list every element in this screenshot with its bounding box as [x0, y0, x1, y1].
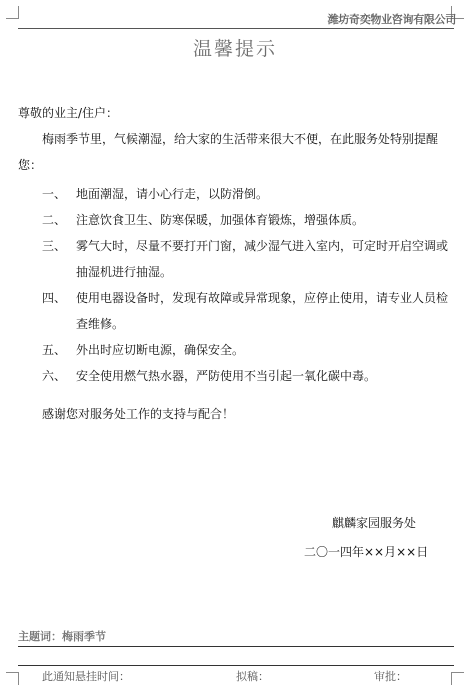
page-corner-mark	[6, 672, 19, 685]
list-item	[18, 181, 458, 207]
signature-org: 麒麟家园服务处	[332, 516, 417, 530]
page-title: 温馨提示	[192, 38, 277, 60]
page-corner-mark	[6, 6, 19, 19]
item-text: 地面潮湿，请小心行走，以防滑倒。	[76, 187, 269, 201]
list-item	[18, 285, 458, 337]
item-text: 安全使用燃气热水器，严防使用不当引起一氧化碳中毒。	[76, 369, 377, 383]
signature-date: 二〇一四年××月××日	[304, 545, 429, 559]
item-number: 六、	[42, 369, 67, 383]
item-text: 注意饮食卫生、防寒保暖，加强体育锻炼，增强体质。	[76, 213, 365, 227]
list-item	[18, 363, 458, 389]
list-item	[18, 207, 458, 233]
thanks-line: 感谢您对服务处工作的支持与配合！	[42, 407, 235, 421]
footer-rule-top	[18, 646, 454, 647]
list-item	[18, 337, 458, 363]
item-number: 三、	[42, 239, 67, 253]
item-number: 一、	[42, 187, 67, 201]
company-name: 潍坊奇奕物业咨询有限公司	[327, 13, 456, 26]
notice-body	[18, 100, 458, 427]
salutation: 尊敬的业主/住户：	[18, 106, 119, 120]
item-text: 使用电器设备时，发现有故障或异常现象，应停止使用，请专业人员检查维修。	[76, 291, 449, 331]
list-item	[18, 233, 458, 285]
item-text: 雾气大时，尽量不要打开门窗，减少湿气进入室内，可定时开启空调或抽湿机进行抽湿。	[76, 239, 449, 279]
item-text: 外出时应切断电源，确保安全。	[76, 343, 245, 357]
item-number: 二、	[42, 213, 67, 227]
item-number: 五、	[42, 343, 67, 357]
footer-approval: 审批：	[374, 670, 407, 683]
footer-posting-time: 此通知悬挂时间：	[42, 670, 130, 683]
header-rule	[18, 28, 454, 29]
footer-rule-bottom	[18, 665, 454, 666]
footer-draft: 拟稿：	[236, 670, 269, 683]
page-corner-mark	[451, 672, 464, 685]
intro-paragraph: 梅雨季节里，气候潮湿，给大家的生活带来很大不便，在此服务处特别提醒您：	[18, 132, 439, 172]
subject-keywords: 主题词：梅雨季节	[18, 630, 106, 643]
item-number: 四、	[42, 291, 67, 305]
